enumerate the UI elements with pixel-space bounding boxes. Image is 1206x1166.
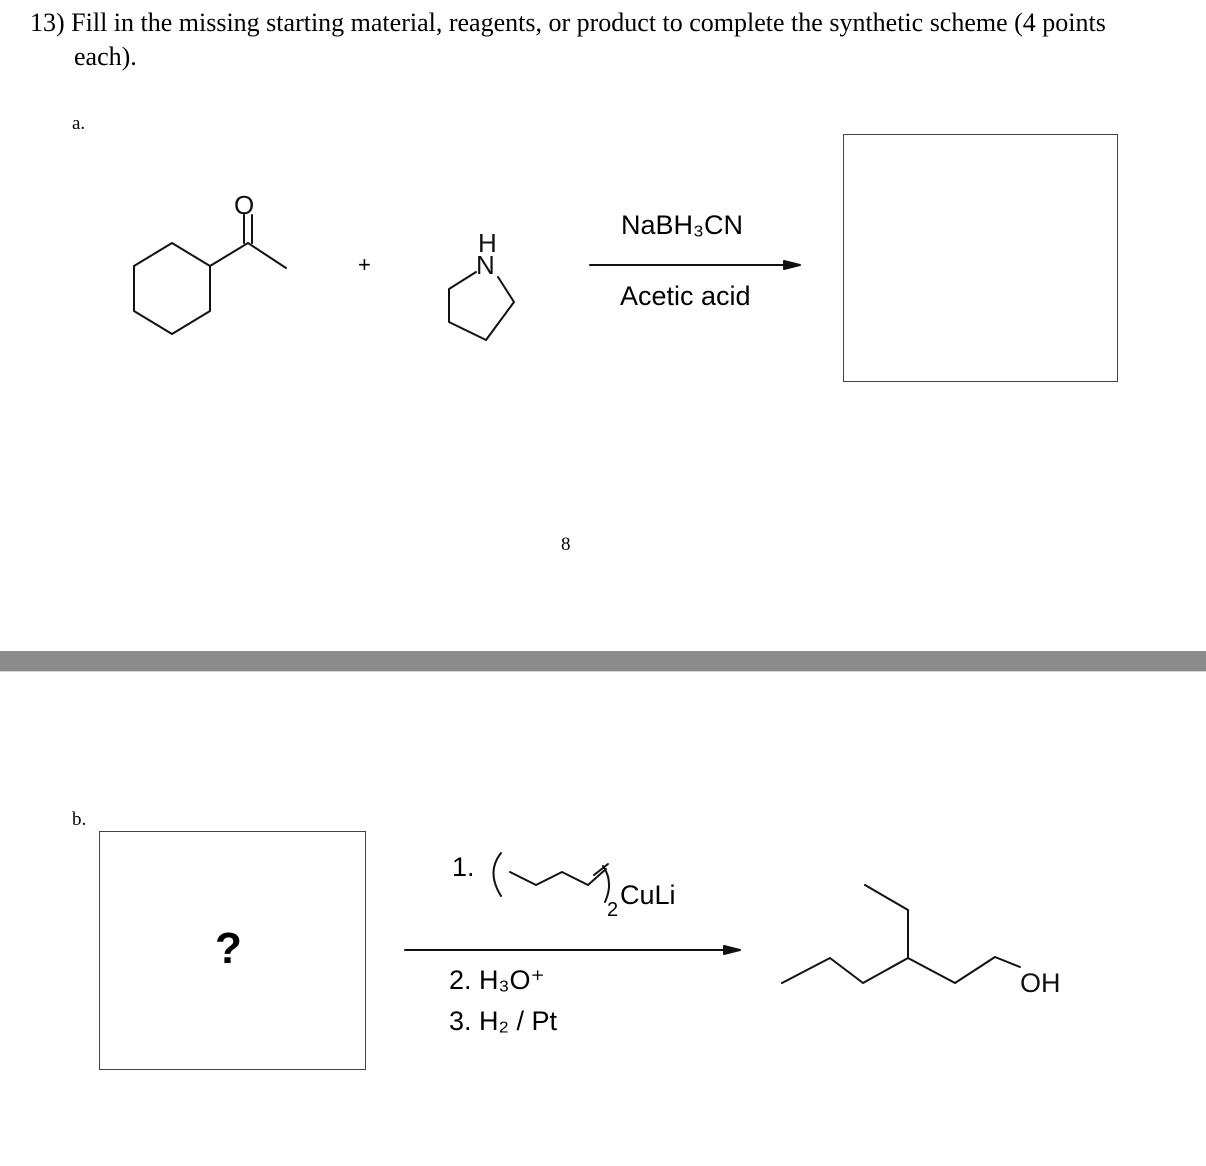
reagent-acetic-acid: Acetic acid (620, 281, 751, 311)
step-1-number: 1. (452, 852, 475, 882)
ethyl-branch (865, 885, 908, 958)
carbonyl-oxygen: O (234, 190, 255, 220)
question-line-2: each). (74, 42, 137, 71)
cuprate-subscript: 2 (607, 899, 619, 921)
cuprate-ligand (494, 853, 610, 902)
step-2-reagent: 2. H₃O⁺ (449, 965, 545, 995)
open-paren (494, 853, 502, 896)
butenyl-chain (510, 869, 606, 885)
amine-h: H (478, 228, 497, 258)
question-line-1: 13) Fill in the missing starting material, reagents, or product to complete the synthetic scheme (4 points (30, 8, 1106, 37)
hydroxyl-label: OH (1020, 968, 1061, 998)
product-alcohol (782, 885, 1061, 998)
unknown-question-mark: ? (215, 924, 242, 973)
part-a-label: a. (72, 113, 86, 134)
reagent-nabh3cn: NaBH₃CN (621, 210, 744, 240)
page-number: 8 (561, 534, 571, 555)
step-3-reagent: 3. H₂ / Pt (449, 1006, 558, 1036)
plus-sign: + (358, 252, 371, 277)
part-b-label: b. (72, 809, 87, 830)
amine-n: N (476, 250, 495, 280)
main-chain (782, 957, 1020, 983)
cuprate-metal: CuLi (620, 880, 676, 910)
reaction-arrow-b-head (724, 946, 740, 954)
